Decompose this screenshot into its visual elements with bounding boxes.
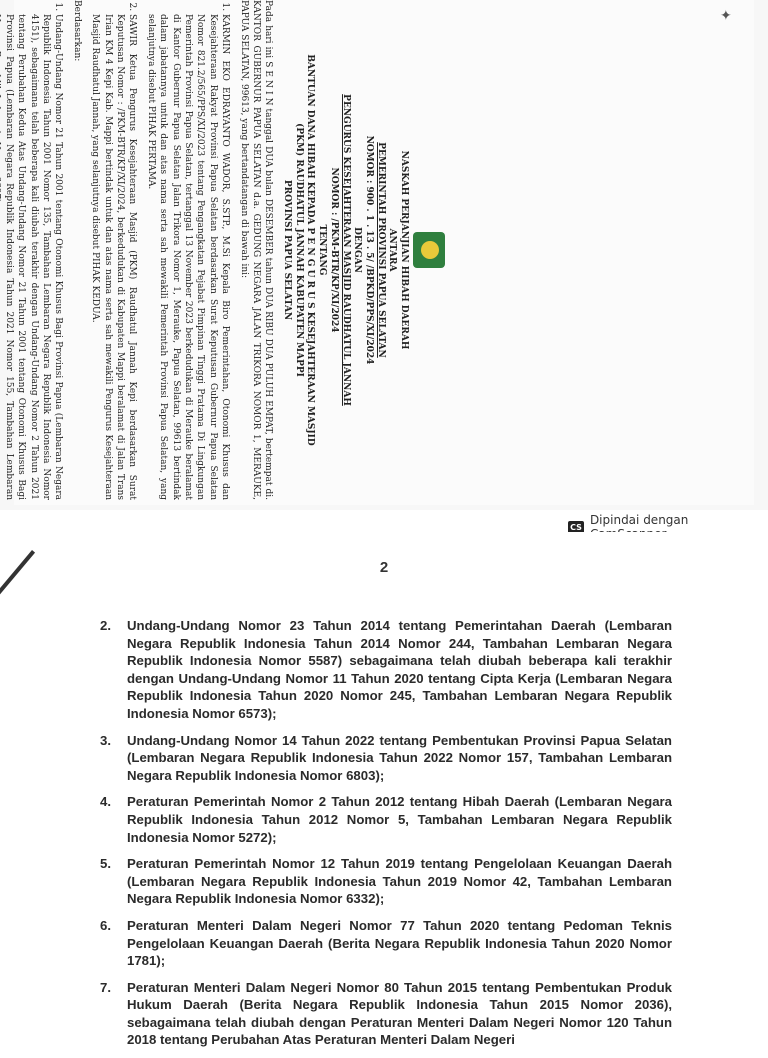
camscanner-icon: CS [568, 521, 584, 534]
header-line: NOMOR : 900 . 1 . 13 . 5/ /BPKD/PPS/XI/2024 [363, 135, 374, 365]
header-line: (PKM) RAUDHATUL JANNAH KABUPATEN MAPPI [293, 123, 304, 377]
party-second: 2. SAWIR Ketua Pengurus Kesejahteraan Masjid (PKM) Raudhatul Jannah Kepi berdasarkan Surat Keputusan Nomor : /PKM-BTR/KP/XI/2024, berkedudukan di Kabupaten Mappi beralamat di Jalan Trans Irian KM 4 Kepi Kab. Mappi bertindak untuk dan atas nama serta sah mewakili Pengurus Kesejahteraan Masjid Raudhatul Jannah, yang selanjutnya disebut PIHAK KEDUA. [89, 14, 139, 500]
legal-basis-item: 1. Undang-Undang Nomor 21 Tahun 2001 tentang Otonomi Khusus Bagi Provinsi Papua (Lembaran Negara Republik Indonesia Tahun 2001 Nomor 135, Tambahan Lembaran Negara Republik Indonesia Nomor 4151), sebagaimana telah beberapa kali diubah terakhir dengan Undang-Undang Nomor 2 Tahun 2021 tentang Perubahan Kedua Atas Undang-Undang Nomor 21 Tahun 2001 tentang Otonomi Khusus Bagi Provinsi Papua (Lembaran Negara Republik Indonesia Tahun 2021 Nomor 155, Tambahan Lembaran [0, 14, 64, 500]
legal-basis-list [100, 617, 672, 1058]
header-line: NOMOR : /PKM-BTR/KP/XI/2024 [328, 167, 339, 333]
item-number: 7. [100, 979, 111, 995]
header-line: PENGURUS KESEJAHTERAAN MASJID RAUDHATUL JANNAH [340, 94, 351, 406]
item-text: Peraturan Menteri Dalam Negeri Nomor 77 Tahun 2020 tentang Pedoman Teknis Pengelolaan Keuangan Daerah (Berita Negara Republik Indonesia Tahun 2020 Nomor 1781); [127, 917, 672, 969]
legal-basis-list [0, 0, 64, 500]
item-text: Peraturan Pemerintah Nomor 12 Tahun 2019 tentang Pengelolaan Keuangan Daerah (Lembaran Negara Republik Indonesia Tahun 2019 Nomor 42, Tambahan Lembaran Negara Republik Indonesia Nomor 6332); [127, 856, 672, 907]
item-text: Peraturan Pemerintah Nomor 2 Tahun 2012 tentang Hibah Daerah (Lembaran Negara Republik Indonesia Tahun 2012 Nomor 5, Tambahan Lembaran Negara Republik Indonesia Nomor 5272); [127, 794, 672, 845]
rotated-document-content [3, 0, 445, 500]
parties-list [89, 0, 231, 500]
list-item [100, 917, 672, 970]
list-item [100, 855, 672, 908]
item-number: 3. [100, 732, 111, 748]
party-first: 1. KARMIN EKO EDRAYANTO WADOR, S.STP., M.Si Kepala Biro Pemerintahan, Otonomi Khusus dan Kesejahteraan Rakyat Provinsi Papua Selatan berdasarkan Surat Keputusan Gubernur Papua Selatan Nomor 821.2/565/PPS/XI/2023 tentang Pengangkatan Pejabat Pimpinan Tinggi Pratama Di Lingkungan Pemerintah Provinsi Papua Selatan, tertanggal 13 November 2023 berkedudukan di Merauke beralamat di Kantor Gubernur Papua Selatan Jalan Trikora Nomor 1, Merauke, Papua Selatan, 99613 bertindak dalam jabatannya untuk dan atas nama serta sah mewakili Pemerintah Provinsi Papua Selatan, yang selanjutnya disebut PIHAK PERTAMA. [144, 14, 231, 500]
header-line: NASKAH PERJANJIAN HIBAH DAERAH [399, 150, 409, 350]
item-number: 2. [100, 618, 111, 633]
header-line: PEMERINTAH PROVINSI PAPUA SELATAN [375, 142, 386, 358]
list-item [100, 617, 672, 723]
item-text: Undang-Undang Nomor 14 Tahun 2022 tentang Pembentukan Provinsi Papua Selatan (Lembaran Negara Republik Indonesia Tahun 2022 Nomor 157, Tambahan Lembaran Negara Republik Indonesia Nomor 6803); [127, 732, 672, 783]
header-line: DENGAN [352, 227, 363, 273]
province-emblem-icon [413, 232, 445, 268]
list-item [100, 793, 672, 846]
item-text: Peraturan Menteri Dalam Negeri Nomor 80 Tahun 2015 tentang Pembentukan Produk Hukum Daerah (Berita Negara Republik Indonesia Tahun 2015 Nomor 2036), sebagaimana telah diubah dengan Peraturan Menteri Dalam Negeri Nomor 120 Tahun 2018 tentang Perubahan Atas Peraturan Menteri Dalam Negeri [127, 979, 672, 1048]
page-number: 2 [379, 559, 389, 576]
item-number: 4. [100, 794, 111, 810]
intro-paragraph: Pada hari ini S E N I N tanggal DUA bulan DESEMBER tahun DUA RIBU DUA PULUH EMPAT, bertempat di. KANTOR GUBERNUR PAPUA SELATAN d.a. GEDUNG NEGARA JALAN TRIKORA NOMOR 1, MERAUKE, PAPUA SELATAN, 99613, yang bertandatangan di bawah ini: [238, 0, 274, 500]
list-item [100, 732, 672, 785]
item-number: 5. [100, 856, 111, 872]
header-line: BANTUAN DANA HIBAH KEPADA P E N G U R U S KESEJAHTERAAN MASJID [305, 54, 316, 446]
item-number: 6. [100, 917, 111, 933]
berdasarkan-label: Berdasarkan: [71, 0, 82, 62]
document-header [280, 0, 409, 500]
header-line: PROVINSI PAPUA SELATAN [282, 179, 293, 321]
scanned-page-2 [0, 532, 768, 1048]
item-text: Undang-Undang Nomor 23 Tahun 2014 tentang Pemerintahan Daerah (Lembaran Negara Republik Indonesia Tahun 2014 Nomor 244, Tambahan Lembaran Negara Republik Indonesia Nomor 5587) sebagaimana telah diubah beberapa kali terakhir dengan Undang-Undang Nomor 11 Tahun 2020 tentang Cipta Kerja (Lembaran Negara Republik Indonesia Tahun 2020 Nomor 245, Tambahan Lembaran Negara Republik Indonesia Nomor 6573); [127, 618, 672, 721]
header-line: ANTARA [387, 228, 398, 272]
header-line: TENTANG [317, 224, 328, 276]
scan-corner-mark: ✦ [720, 8, 732, 24]
list-item [100, 979, 672, 1049]
camscanner-label: Dipindai dengan [589, 513, 689, 527]
scanned-page-1 [0, 0, 768, 510]
